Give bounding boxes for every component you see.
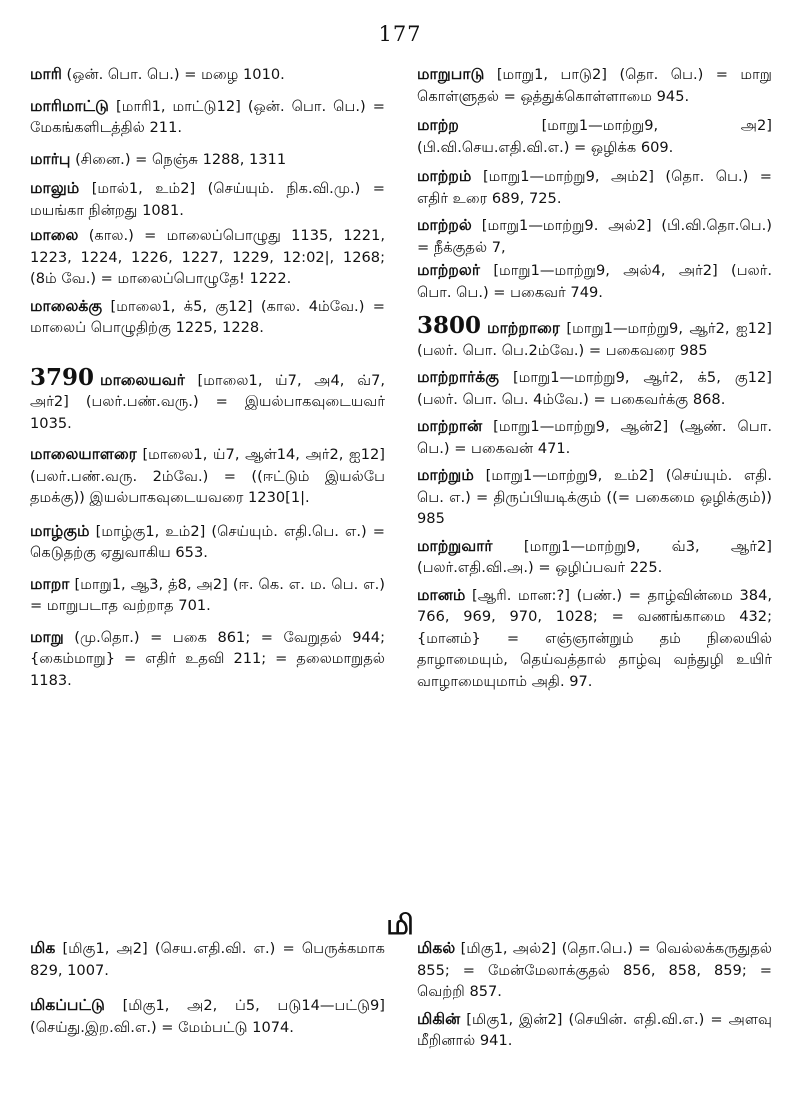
headword: மாலையவர் xyxy=(100,370,185,389)
right-column xyxy=(417,64,772,692)
dictionary-entry xyxy=(417,260,772,303)
dictionary-entry xyxy=(417,465,772,530)
dictionary-entry xyxy=(417,1009,772,1052)
headword: மாற்றாரை xyxy=(487,319,560,337)
dictionary-entry xyxy=(30,627,385,692)
entry-definition: [மாறு1—மாற்று9, வ்3, ஆர்2] (பலர்.எதி.வி.அ.) = ஒழிப்பவர் 225. xyxy=(417,537,772,576)
entry-definition: [மாறு1—மாற்று9, அல்4, அர்2] (பலர். பொ. பெ.) = பகைவர் 749. xyxy=(417,262,772,301)
dictionary-entry xyxy=(30,938,385,981)
dictionary-entry xyxy=(30,574,385,617)
entry-definition: [மாறு1—மாற்று9, உம்2] (செய்யும். எதி. பெ. எ.) = திருப்பியடிக்கும் ((= பகைமை ஒழிக்கும்)) 985 xyxy=(417,467,772,527)
headword: மாறா xyxy=(30,574,70,593)
dictionary-entry xyxy=(417,312,772,361)
headword: மாற்றலர் xyxy=(417,261,481,279)
entry-definition: [மாறு1—மாற்று9, ஆன்2] (ஆண். பொ. பெ.) = பகைவன் 471. xyxy=(417,418,772,457)
dictionary-entry xyxy=(417,166,772,209)
entry-number: 3790 xyxy=(30,363,95,391)
headword: மாற்ற xyxy=(417,116,459,134)
left-column xyxy=(30,64,385,691)
headword: மானம் xyxy=(417,585,466,604)
headword: மாற்றும் xyxy=(417,466,474,484)
dictionary-entry xyxy=(30,178,385,221)
entry-definition: [மாறு1—மாற்று9. அல்2] (பி.வி.தொ.பெ.) = நீக்குதல் 7, xyxy=(417,217,772,256)
dictionary-entry xyxy=(30,296,385,339)
dictionary-entry xyxy=(30,521,385,564)
headword: மாற்றுவார் xyxy=(417,536,493,555)
entry-definition: [மாறு1, பாடு2] (தொ. பெ.) = மாறு கொள்ளுதல் = ஒத்துக்கொள்ளாமை 945. xyxy=(417,66,772,105)
section-letter: மி xyxy=(386,908,414,941)
headword: மாழ்கும் xyxy=(30,521,90,540)
dictionary-entry xyxy=(30,96,385,139)
dictionary-entry xyxy=(30,149,385,171)
dictionary-entry xyxy=(417,938,772,1003)
headword: மாற்றல் xyxy=(417,216,472,234)
headword: மாற்றம் xyxy=(417,167,472,185)
headword: மாற்றார்க்கு xyxy=(417,368,499,386)
entry-definition: [மாறு1, ஆ3, த்8, அ2] (ஈ. கெ. எ. ம. பெ. எ.) = மாறுபடாத வற்றாத 701. xyxy=(30,575,385,614)
bottom-right-column xyxy=(417,938,772,1052)
entry-definition: [மிகு1, அ2, ப்5, படு14—பட்டு9] (செய்து.இற.வி.எ.) = மேம்பட்டு 1074. xyxy=(30,997,385,1036)
entry-definition: [மிகு1, இன்2] (செயின். எதி.வி.எ.) = அளவு மீறினால் 941. xyxy=(417,1010,772,1049)
entry-definition: (ஒன். பொ. பெ.) = மழை 1010. xyxy=(61,66,285,83)
dictionary-entry xyxy=(417,585,772,693)
dictionary-entry xyxy=(417,536,772,579)
headword: மாரிமாட்டு xyxy=(30,96,109,115)
entry-definition: [மிகு1, அல்2] (தொ.பெ.) = வெல்லக்கருதுதல் 855; = மேன்மேலாக்குதல் 856, 858, 859; = வெற்றி 857. xyxy=(417,940,772,1000)
entry-definition: [மிகு1, அ2] (செய.எதி.வி. எ.) = பெருக்கமாக 829, 1007. xyxy=(30,940,385,979)
dictionary-entry xyxy=(30,444,385,509)
dictionary-entry xyxy=(417,367,772,410)
dictionary-entry xyxy=(417,215,772,258)
entry-number: 3800 xyxy=(417,312,482,339)
dictionary-entry xyxy=(417,416,772,459)
headword: மாறுபாடு xyxy=(417,65,485,83)
entry-definition: [மாறு1—மாற்று9, அ2] (பி.வி.செய.எதி.வி.எ.) = ஒழிக்க 609. xyxy=(417,117,772,156)
dictionary-entry xyxy=(30,64,385,86)
entry-definition: (சினை.) = நெஞ்சு 1288, 1311 xyxy=(70,150,287,168)
headword: மிக xyxy=(30,939,56,957)
headword: மாற்றான் xyxy=(417,417,483,435)
headword: மிகின் xyxy=(417,1009,461,1028)
entry-definition: [ஆரி. மான:?] (பண்.) = தாழ்வின்மை 384, 766, 969, 970, 1028; = வணங்காமை 432; {மானம்} = எஞ்ஞான்றும் தம் நிலையில் தாழாமையும், தெய்வத்தால் தாழ்வு வந்துழி உயிர் வாழாமையுமாம் அதி. 97. xyxy=(417,586,772,690)
headword: மிகல் xyxy=(417,939,456,957)
entry-definition: [மால்1, உம்2] (செய்யும். நிக.வி.மு.) = மயங்கா நின்றது 1081. xyxy=(30,180,385,219)
entry-definition: (மு.தொ.) = பகை 861; = வேறுதல் 944; {கைம்மாறு} = எதிர் உதவி 211; = தலைமாறுதல் 1183. xyxy=(30,628,385,689)
headword: மார்பு xyxy=(30,149,71,168)
headword: மாலையாளரை xyxy=(30,445,137,463)
entry-definition: [மாலை1, க்5, கு12] (கால. 4ம்வே.) = மாலைப் பொழுதிற்கு 1225, 1228. xyxy=(30,297,385,336)
dictionary-entry xyxy=(30,363,385,435)
entry-definition: [மாரி1, மாட்டு12] (ஒன். பொ. பெ.) = மேகங்களிடத்தில் 211. xyxy=(30,97,385,136)
dictionary-entry xyxy=(30,995,385,1038)
entry-definition: (கால.) = மாலைப்பொழுது 1135, 1221, 1223, 1224, 1226, 1227, 1229, 12:02|, 1268; (8ம் வே.) = மாலைப்பொழுதே! 1222. xyxy=(30,227,385,287)
bottom-left-column xyxy=(30,938,385,1038)
entry-definition: [மாலை1, ய்7, அ4, வ்7, அர்2] (பலர்.பண்.வரு.) = இயல்பாகவுடையவர் 1035. xyxy=(30,371,385,432)
headword: மிகப்பட்டு xyxy=(30,996,105,1014)
entry-definition: [மாழ்கு1, உம்2] (செய்யும். எதி.பெ. எ.) = கெடுதற்கு ஏதுவாகிய 653. xyxy=(30,522,385,561)
dictionary-entry xyxy=(30,225,385,290)
dictionary-entry xyxy=(417,64,772,107)
headword: மாறு xyxy=(30,627,64,646)
headword: மாலை xyxy=(30,226,79,244)
entry-definition: [மாறு1—மாற்று9, ஆர்2, ஐ12] (பலர். பொ. பெ.2ம்வே.) = பகைவரை 985 xyxy=(417,320,772,359)
headword: மாரி xyxy=(30,65,62,83)
dictionary-entry xyxy=(417,115,772,158)
entry-definition: [மாறு1—மாற்று9, ஆர்2, க்5, கு12] (பலர். பொ. பெ. 4ம்வே.) = பகைவர்க்கு 868. xyxy=(417,369,772,408)
headword: மாலைக்கு xyxy=(30,296,103,315)
headword: மாலும் xyxy=(30,179,80,197)
entry-definition: [மாலை1, ய்7, ஆள்14, அர்2, ஐ12] (பலர்.பண்.வரு. 2ம்வே.) = ((ஈட்டும் இயல்பே தமக்கு)) இயல்பாகவுடையவரை 1230[1|. xyxy=(30,446,385,506)
entry-definition: [மாறு1—மாற்று9, அம்2] (தொ. பெ.) = எதிர் உரை 689, 725. xyxy=(417,168,772,207)
page-number: 177 xyxy=(378,22,422,46)
